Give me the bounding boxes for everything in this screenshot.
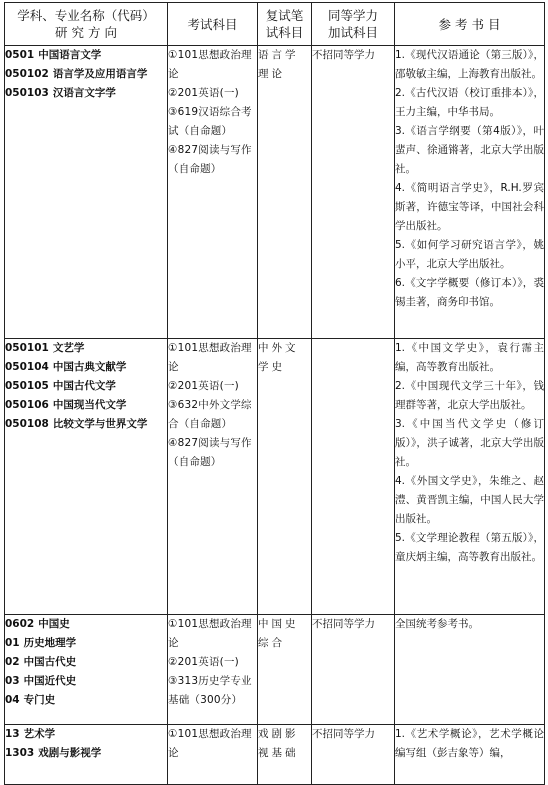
retest-cell: 中外文学史 xyxy=(258,339,312,615)
exam-subjects-cell xyxy=(168,46,258,339)
retest-cell: 语言学理论 xyxy=(258,46,312,339)
equivalent-cell: 不招同等学力 xyxy=(312,725,395,785)
header-exam-subjects: 考试科目 xyxy=(168,3,258,46)
reference-books-cell xyxy=(395,615,545,725)
major-cell xyxy=(5,339,168,615)
major-name: 中国古典文献学 xyxy=(52,361,127,373)
book-entry: 5.《如何学习研究语言学》，姚小平，北京大学出版社。 xyxy=(395,239,544,270)
retest-cell: 中国史综合 xyxy=(258,615,312,725)
exam-subject: ④827阅读与写作（自命题） xyxy=(168,144,252,175)
major-code: 04 xyxy=(5,694,20,706)
major-item xyxy=(5,415,167,434)
major-code: 03 xyxy=(5,675,20,687)
book-entry: 3.《语言学纲要（第4版）》，叶蜚声、徐通锵著，北京大学出版社。 xyxy=(395,125,544,175)
major-name: 中国古代史 xyxy=(23,656,77,668)
major-code: 050104 xyxy=(5,361,49,373)
major-name: 语言学及应用语言学 xyxy=(52,68,148,80)
major-code: 01 xyxy=(5,637,20,649)
major-code: 050105 xyxy=(5,380,49,392)
major-item xyxy=(5,339,167,358)
book-entry: 2.《古代汉语（校订重排本）》，王力主编，中华书局。 xyxy=(395,87,544,118)
exam-subject: ②201英语(一) xyxy=(168,87,239,99)
header-equivalent-line2: 加试科目 xyxy=(327,25,378,40)
equivalent-cell: 不招同等学力 xyxy=(312,46,395,339)
major-item xyxy=(5,744,167,763)
exam-subject: ③619汉语综合考试（自命题） xyxy=(168,106,252,137)
major-item xyxy=(5,46,167,65)
exam-subjects-cell xyxy=(168,615,258,725)
major-cell xyxy=(5,46,168,339)
book-entry: 4.《外国文学史》，朱维之、赵澧、黄晋凯主编，中国人民大学出版社。 xyxy=(395,475,544,525)
major-code: 050108 xyxy=(5,418,49,430)
major-item xyxy=(5,396,167,415)
reference-books-cell xyxy=(395,339,545,615)
exam-subject: ①101思想政治理论 xyxy=(168,342,252,373)
header-equivalent-line1: 同等学力 xyxy=(327,8,378,23)
exam-subject: ①101思想政治理论 xyxy=(168,49,252,80)
book-entry: 全国统考参考书。 xyxy=(395,618,479,630)
major-name: 文艺学 xyxy=(52,342,85,354)
major-code: 13 xyxy=(5,728,20,740)
major-code: 1303 xyxy=(5,747,35,759)
header-major-line1: 学科、专业名称（代码） xyxy=(17,8,155,23)
major-name: 中国现当代文学 xyxy=(52,399,127,411)
major-item xyxy=(5,358,167,377)
table-row xyxy=(5,725,545,785)
major-name: 中国语言文学 xyxy=(38,49,102,61)
major-item xyxy=(5,377,167,396)
reference-books-cell xyxy=(395,46,545,339)
exam-subjects-cell xyxy=(168,725,258,785)
book-entry: 1.《艺术学概论》，艺术学概论编写组（彭吉象等）编， xyxy=(395,728,544,759)
equivalent-cell: 不招同等学力 xyxy=(312,615,395,725)
book-entry: 4.《简明语言学史》，R.H.罗宾斯著，许德宝等译，中国社会科学出版社。 xyxy=(395,182,544,232)
major-item xyxy=(5,725,167,744)
major-item xyxy=(5,84,167,103)
header-major-line2: 研 究 方 向 xyxy=(55,25,117,40)
major-name: 中国近代史 xyxy=(23,675,77,687)
header-equivalent xyxy=(312,3,395,46)
reference-books-cell xyxy=(395,725,545,785)
table-row xyxy=(5,615,545,725)
major-code: 050106 xyxy=(5,399,49,411)
major-item xyxy=(5,672,167,691)
book-entry: 5.《文学理论教程（第五版）》，童庆炳主编，高等教育出版社。 xyxy=(395,532,544,563)
major-code: 02 xyxy=(5,656,20,668)
major-item xyxy=(5,65,167,84)
book-entry: 2.《中国现代文学三十年》，钱理群等著，北京大学出版社。 xyxy=(395,380,544,411)
equivalent-cell xyxy=(312,339,395,615)
major-code: 050102 xyxy=(5,68,49,80)
major-name: 比较文学与世界文学 xyxy=(52,418,148,430)
exam-subject: ①101思想政治理论 xyxy=(168,728,252,759)
header-row xyxy=(5,3,545,46)
major-name: 汉语言文字学 xyxy=(52,87,116,99)
major-name: 戏剧与影视学 xyxy=(38,747,102,759)
exam-subject: ②201英语(一) xyxy=(168,380,239,392)
table-row xyxy=(5,46,545,339)
book-entry: 6.《文字学概要（修订本）》，裘锡圭著，商务印书馆。 xyxy=(395,277,544,308)
exam-subject: ③313历史学专业基础（300分） xyxy=(168,675,252,706)
major-name: 艺术学 xyxy=(23,728,56,740)
major-item xyxy=(5,691,167,710)
header-retest xyxy=(258,3,312,46)
exam-subject: ①101思想政治理论 xyxy=(168,618,252,649)
header-retest-line2: 试科目 xyxy=(265,25,304,40)
exam-subjects-cell xyxy=(168,339,258,615)
major-name: 历史地理学 xyxy=(23,637,77,649)
major-code: 050101 xyxy=(5,342,49,354)
major-name: 中国史 xyxy=(38,618,70,630)
book-entry: 3.《中国当代文学史（修订版）》，洪子诚著，北京大学出版社。 xyxy=(395,418,544,468)
catalog-table xyxy=(4,2,545,785)
major-code: 0501 xyxy=(5,49,35,61)
major-code: 0602 xyxy=(5,618,35,630)
book-entry: 1.《中国文学史》，袁行霈主编，高等教育出版社。 xyxy=(395,342,544,373)
major-name: 专门史 xyxy=(23,694,56,706)
header-retest-line1: 复试笔 xyxy=(265,8,304,23)
header-reference-books: 参 考 书 目 xyxy=(395,3,545,46)
major-cell xyxy=(5,725,168,785)
major-code: 050103 xyxy=(5,87,49,99)
retest-cell: 戏剧影视基础 xyxy=(258,725,312,785)
major-cell xyxy=(5,615,168,725)
major-item xyxy=(5,615,167,634)
table-row xyxy=(5,339,545,615)
major-name: 中国古代文学 xyxy=(52,380,116,392)
exam-subject: ③632中外文学综合（自命题） xyxy=(168,399,252,430)
major-item xyxy=(5,634,167,653)
exam-subject: ④827阅读与写作（自命题） xyxy=(168,437,252,468)
exam-subject: ②201英语(一) xyxy=(168,656,239,668)
major-item xyxy=(5,653,167,672)
book-entry: 1.《现代汉语通论（第三版）》，邵敬敏主编，上海教育出版社。 xyxy=(395,49,544,80)
header-major xyxy=(5,3,168,46)
